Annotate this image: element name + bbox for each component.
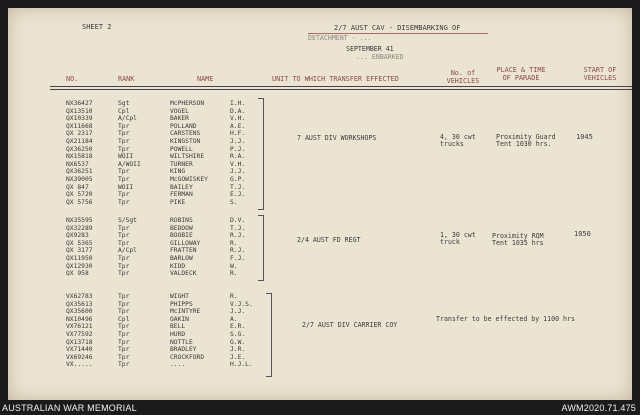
group1-start: 1045 [576, 133, 593, 141]
table-row-name: TURNER [170, 160, 193, 168]
table-row-name: CROCKFORD [170, 353, 205, 361]
table-row-rank: Cpl [118, 315, 130, 323]
group1-initials-column [230, 100, 245, 206]
table-row-rank: Tpr [118, 137, 130, 145]
table-row-no: QX 5720 [66, 191, 93, 199]
table-row-name: McINTYRE [170, 308, 201, 316]
table-row-no: VX71440 [66, 346, 93, 354]
table-row-no: VX69246 [66, 353, 93, 361]
table-row-rank: Sgt [118, 100, 130, 107]
header-rule-bottom [50, 89, 632, 90]
table-row-name: WIGHT [170, 293, 189, 300]
header-rule-top [50, 86, 632, 87]
footer-accession-number: AWM2020.71.475 [561, 403, 636, 413]
table-row-name: NOTTLE [170, 338, 193, 346]
table-row-name: ROBINS [170, 217, 193, 224]
footer-institution: AUSTRALIAN WAR MEMORIAL [2, 403, 137, 413]
table-row-name: McGOWISKEY [170, 175, 208, 183]
table-row-rank: Tpr [118, 224, 130, 232]
header-unit: UNIT TO WHICH TRANSFER EFFECTED [272, 75, 399, 83]
table-row-name: CARSTENS [170, 130, 201, 138]
group2-bracket [258, 215, 264, 281]
table-row-rank: Tpr [118, 308, 130, 316]
table-row-no: QX13510 [66, 107, 93, 115]
table-row-name: POLLAND [170, 122, 197, 130]
group1-name-column [170, 100, 208, 206]
table-row-name: PIKE [170, 198, 186, 206]
table-row-rank: Tpr [118, 198, 130, 206]
table-row-initials: A.E. [230, 122, 246, 130]
table-row-rank: Tpr [118, 254, 130, 262]
table-row-rank: Tpr [118, 262, 130, 270]
table-row-name: GILLOWAY [170, 239, 201, 247]
group1-no-column [66, 100, 93, 206]
table-row-initials: J.R. [230, 346, 246, 354]
table-row-initials: H.F. [230, 130, 246, 138]
table-row-initials: P.J. [230, 145, 246, 153]
table-row-no: QX35600 [66, 308, 93, 316]
table-row-rank: Tpr [118, 122, 130, 130]
table-row-rank: Tpr [118, 323, 130, 331]
group3-transfer-note: Transfer to be effected by 1100 hrs [436, 315, 575, 323]
table-row-no: QX9283 [66, 232, 89, 240]
group1-place: Proximity Guard Tent 1030 hrs. [496, 133, 556, 149]
table-row-name: FERMAN [170, 191, 193, 199]
table-row-initials: R.J. [230, 232, 246, 240]
table-row-name: KING [170, 168, 186, 176]
table-row-initials: I.H. [230, 100, 246, 107]
table-row-name: PHIPPS [170, 300, 193, 308]
table-row-initials: V.H. [230, 160, 246, 168]
table-row-no: VX..... [66, 361, 93, 369]
table-row-name: BEDDOW [170, 224, 193, 232]
table-row-no: QX36250 [66, 145, 93, 153]
group3-bracket [266, 293, 272, 377]
table-row-name: HURD [170, 330, 186, 338]
table-row-no: QX13718 [66, 338, 93, 346]
table-row-initials: D.A. [230, 107, 246, 115]
table-row-rank: Tpr [118, 353, 130, 361]
table-row-name: OAKIN [170, 315, 189, 323]
table-row-no: QX21184 [66, 137, 93, 145]
header-start: START OF VEHICLES [583, 66, 617, 82]
group3-unit: 2/7 AUST DIV CARRIER COY [302, 321, 398, 329]
table-row-initials: T.J. [230, 224, 246, 232]
table-row-initials: G.W. [230, 338, 246, 346]
group3-rank-column [118, 293, 129, 369]
sheet-label: SHEET 2 [82, 23, 112, 31]
table-row-no: VX76121 [66, 323, 93, 331]
group1-rank-column [118, 100, 141, 206]
table-row-no: NX6537 [66, 160, 89, 168]
table-row-rank: Tpr [118, 330, 130, 338]
table-row-name: VOGEL [170, 107, 189, 115]
table-row-no: NX39005 [66, 175, 93, 183]
group2-name-column [170, 217, 200, 278]
table-row-initials: D.V. [230, 217, 246, 224]
table-row-no: QX11950 [66, 254, 93, 262]
table-row-rank: Tpr [118, 338, 130, 346]
table-row-no: QX10339 [66, 115, 93, 123]
table-row-initials: R. [230, 239, 238, 247]
table-row-name: POWELL [170, 145, 193, 153]
table-row-rank: Tpr [118, 191, 130, 199]
table-row-rank: Cpl [118, 107, 130, 115]
table-row-name: BRADLEY [170, 346, 197, 354]
table-row-no: VX77592 [66, 330, 93, 338]
table-row-no: QX 958 [66, 270, 89, 278]
table-row-no: NX36427 [66, 100, 93, 107]
table-row-initials: W. [230, 262, 238, 270]
table-row-no: NX10496 [66, 315, 93, 323]
table-row-initials: J.E. [230, 353, 246, 361]
table-row-name: BOOBIE [170, 232, 193, 240]
group2-rank-column [118, 217, 137, 278]
table-row-initials: R. [230, 293, 238, 300]
table-row-rank: Tpr [118, 293, 130, 300]
group2-no-column [66, 217, 93, 278]
table-row-name: BAKER [170, 115, 189, 123]
table-row-no: QX 2317 [66, 130, 93, 138]
table-row-initials: R.A. [230, 153, 246, 161]
table-row-initials: S.G. [230, 330, 246, 338]
table-row-name: FRATTEN [170, 247, 197, 255]
header-place: PLACE & TIME OF PARADE [496, 66, 546, 82]
table-row-rank: Tpr [118, 145, 130, 153]
group2-initials-column [230, 217, 245, 278]
table-row-initials: J.J. [230, 308, 246, 316]
table-row-rank: Tpr [118, 361, 130, 369]
table-row-name: KIDD [170, 262, 186, 270]
group2-start: 1050 [574, 230, 591, 238]
group2-unit: 2/4 AUST FD REGT [297, 236, 361, 244]
table-row-rank: A/WOII [118, 160, 141, 168]
table-row-initials: G.P. [230, 175, 246, 183]
table-row-name: KINGSTON [170, 137, 201, 145]
table-row-initials: F.J. [230, 254, 246, 262]
table-row-initials: R.J. [230, 247, 246, 255]
table-row-initials: V.H. [230, 115, 246, 123]
table-row-no: VX62783 [66, 293, 93, 300]
table-row-no: QX 5365 [66, 239, 93, 247]
table-row-no: NX15818 [66, 153, 93, 161]
group1-vehicles: 4, 30 cwt trucks [440, 133, 476, 149]
table-row-initials: V.J.S. [230, 300, 253, 308]
group2-vehicles: 1, 30 cwt truck [440, 231, 476, 247]
table-row-rank: Tpr [118, 232, 130, 240]
document-subtitle-2: SEPTEMBER 41 [346, 45, 394, 53]
table-row-no: QX36251 [66, 168, 93, 176]
table-row-name: BARLOW [170, 254, 193, 262]
document-subtitle-1: DETACHMENT - ... [308, 34, 372, 42]
group3-initials-column [230, 293, 253, 369]
table-row-initials: J.J. [230, 137, 246, 145]
group1-unit: 7 AUST DIV WORKSHOPS [297, 134, 377, 142]
table-row-rank: Tpr [118, 168, 130, 176]
header-name: NAME [197, 75, 214, 83]
table-row-no: NX35595 [66, 217, 93, 224]
table-row-no: QX12930 [66, 262, 93, 270]
table-row-initials: S. [230, 198, 238, 206]
table-row-name: McPHERSON [170, 100, 205, 107]
table-row-rank: Tpr [118, 270, 130, 278]
table-row-rank: Tpr [118, 130, 130, 138]
table-row-name: BAILEY [170, 183, 193, 191]
table-row-no: QX 3177 [66, 247, 93, 255]
table-row-initials: J.J. [230, 168, 246, 176]
table-row-rank: Tpr [118, 346, 130, 354]
document-title: 2/7 AUST CAV - DISEMBARKING OF [334, 24, 461, 32]
table-row-no: QX 847 [66, 183, 89, 191]
table-row-rank: WOII [118, 183, 134, 191]
table-row-rank: A/Cpl [118, 115, 137, 123]
table-row-rank: Tpr [118, 239, 130, 247]
table-row-initials: H.J.L. [230, 361, 253, 369]
document-sheet [8, 8, 632, 400]
group2-place: Proximity RQM Tent 1035 hrs [492, 232, 544, 248]
table-row-rank: Tpr [118, 175, 130, 183]
group3-name-column [170, 293, 204, 369]
table-row-no: QX32289 [66, 224, 93, 232]
header-no: NO. [66, 75, 79, 83]
table-row-initials: A. [230, 315, 238, 323]
table-row-rank: WOII [118, 153, 134, 161]
group3-no-column [66, 293, 93, 369]
group1-bracket [258, 98, 264, 210]
table-row-no: QX 5756 [66, 198, 93, 206]
table-row-name: BELL [170, 323, 186, 331]
table-row-rank: S/Sgt [118, 217, 137, 224]
table-row-initials: E.J. [230, 191, 246, 199]
table-row-no: QX11668 [66, 122, 93, 130]
table-row-no: QX35613 [66, 300, 93, 308]
table-row-name: WILTSHIRE [170, 153, 205, 161]
table-row-rank: Tpr [118, 300, 130, 308]
table-row-rank: A/Cpl [118, 247, 137, 255]
table-row-initials: R. [230, 270, 238, 278]
header-vehicles: No. of VEHICLES [446, 69, 480, 85]
document-subtitle-3: ... ENBARKED [356, 53, 404, 61]
table-row-initials: T.J. [230, 183, 246, 191]
table-row-name: .... [170, 361, 186, 369]
table-row-name: VALDECK [170, 270, 197, 278]
header-rank: RANK [118, 75, 135, 83]
table-row-initials: E.R. [230, 323, 246, 331]
